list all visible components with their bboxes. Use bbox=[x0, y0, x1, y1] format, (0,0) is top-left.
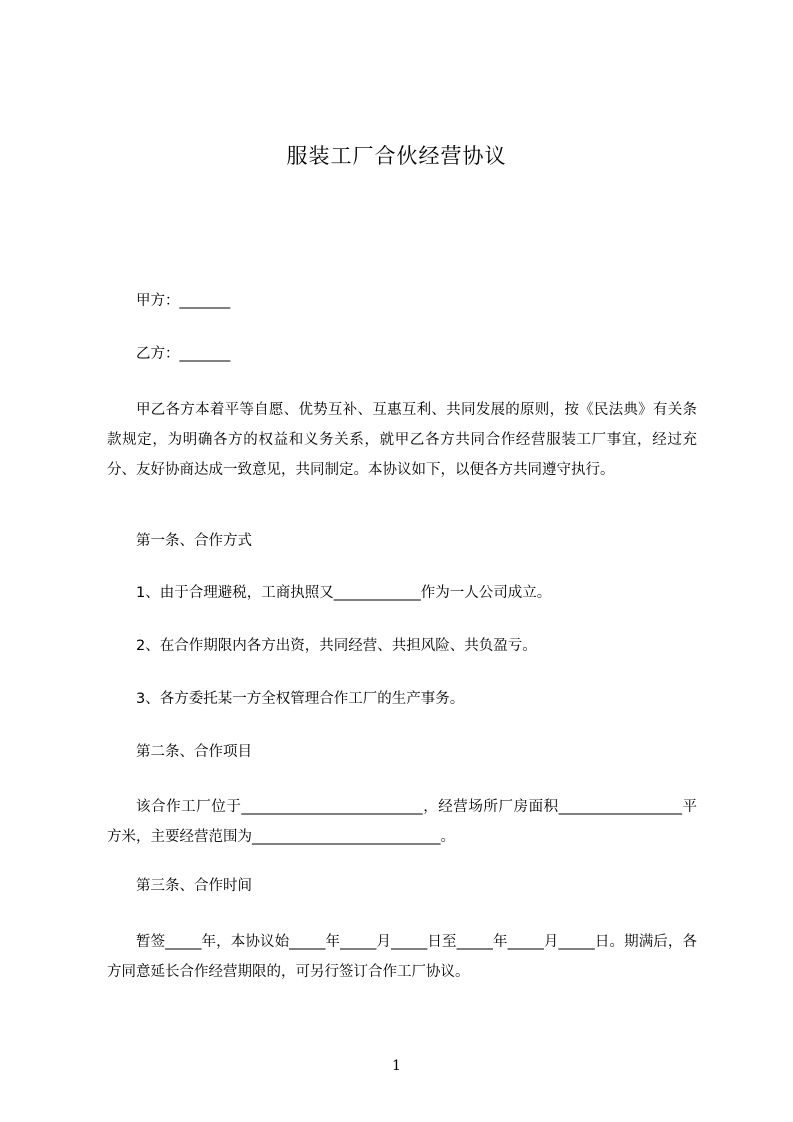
page-number: 1 bbox=[392, 1058, 401, 1074]
article-3-heading: 第三条、合作时间 bbox=[136, 878, 252, 894]
article-2-body: 该合作工厂位于_________________________，经营场所厂房面积_________________平方米，主要经营范围为__________________________。 bbox=[107, 799, 697, 845]
article-3-body: 暂签_____年，本协议始_____年_____月_____日至_____年_____月_____日。期满后，各方同意延长合作经营期限的，可另行签订合作工厂协议。 bbox=[107, 934, 697, 980]
article-1-item-2: 2、在合作期限内各方出资，共同经营、共担风险、共负盈亏。 bbox=[136, 638, 537, 654]
preamble-paragraph: 甲乙各方本着平等自愿、优势互补、互惠互利、共同发展的原则，按《民法典》有关条款规定，为明确各方的权益和义务关系，就甲乙各方共同合作经营服装工厂事宜，经过充分、友好协商达成一致意见，共同制定。本协议如下，以便各方共同遵守执行。 bbox=[107, 402, 697, 478]
party-a-line: 甲方：_______ bbox=[136, 293, 231, 309]
article-1-item-1: 1、由于合理避税，工商执照又____________作为一人公司成立。 bbox=[136, 585, 552, 601]
party-b-line: 乙方：_______ bbox=[136, 346, 231, 362]
document-title: 服装工厂合伙经营协议 bbox=[286, 144, 507, 168]
article-2-heading: 第二条、合作项目 bbox=[136, 744, 252, 760]
article-1-item-3: 3、各方委托某一方全权管理合作工厂的生产事务。 bbox=[136, 691, 465, 707]
article-1-heading: 第一条、合作方式 bbox=[136, 533, 252, 549]
